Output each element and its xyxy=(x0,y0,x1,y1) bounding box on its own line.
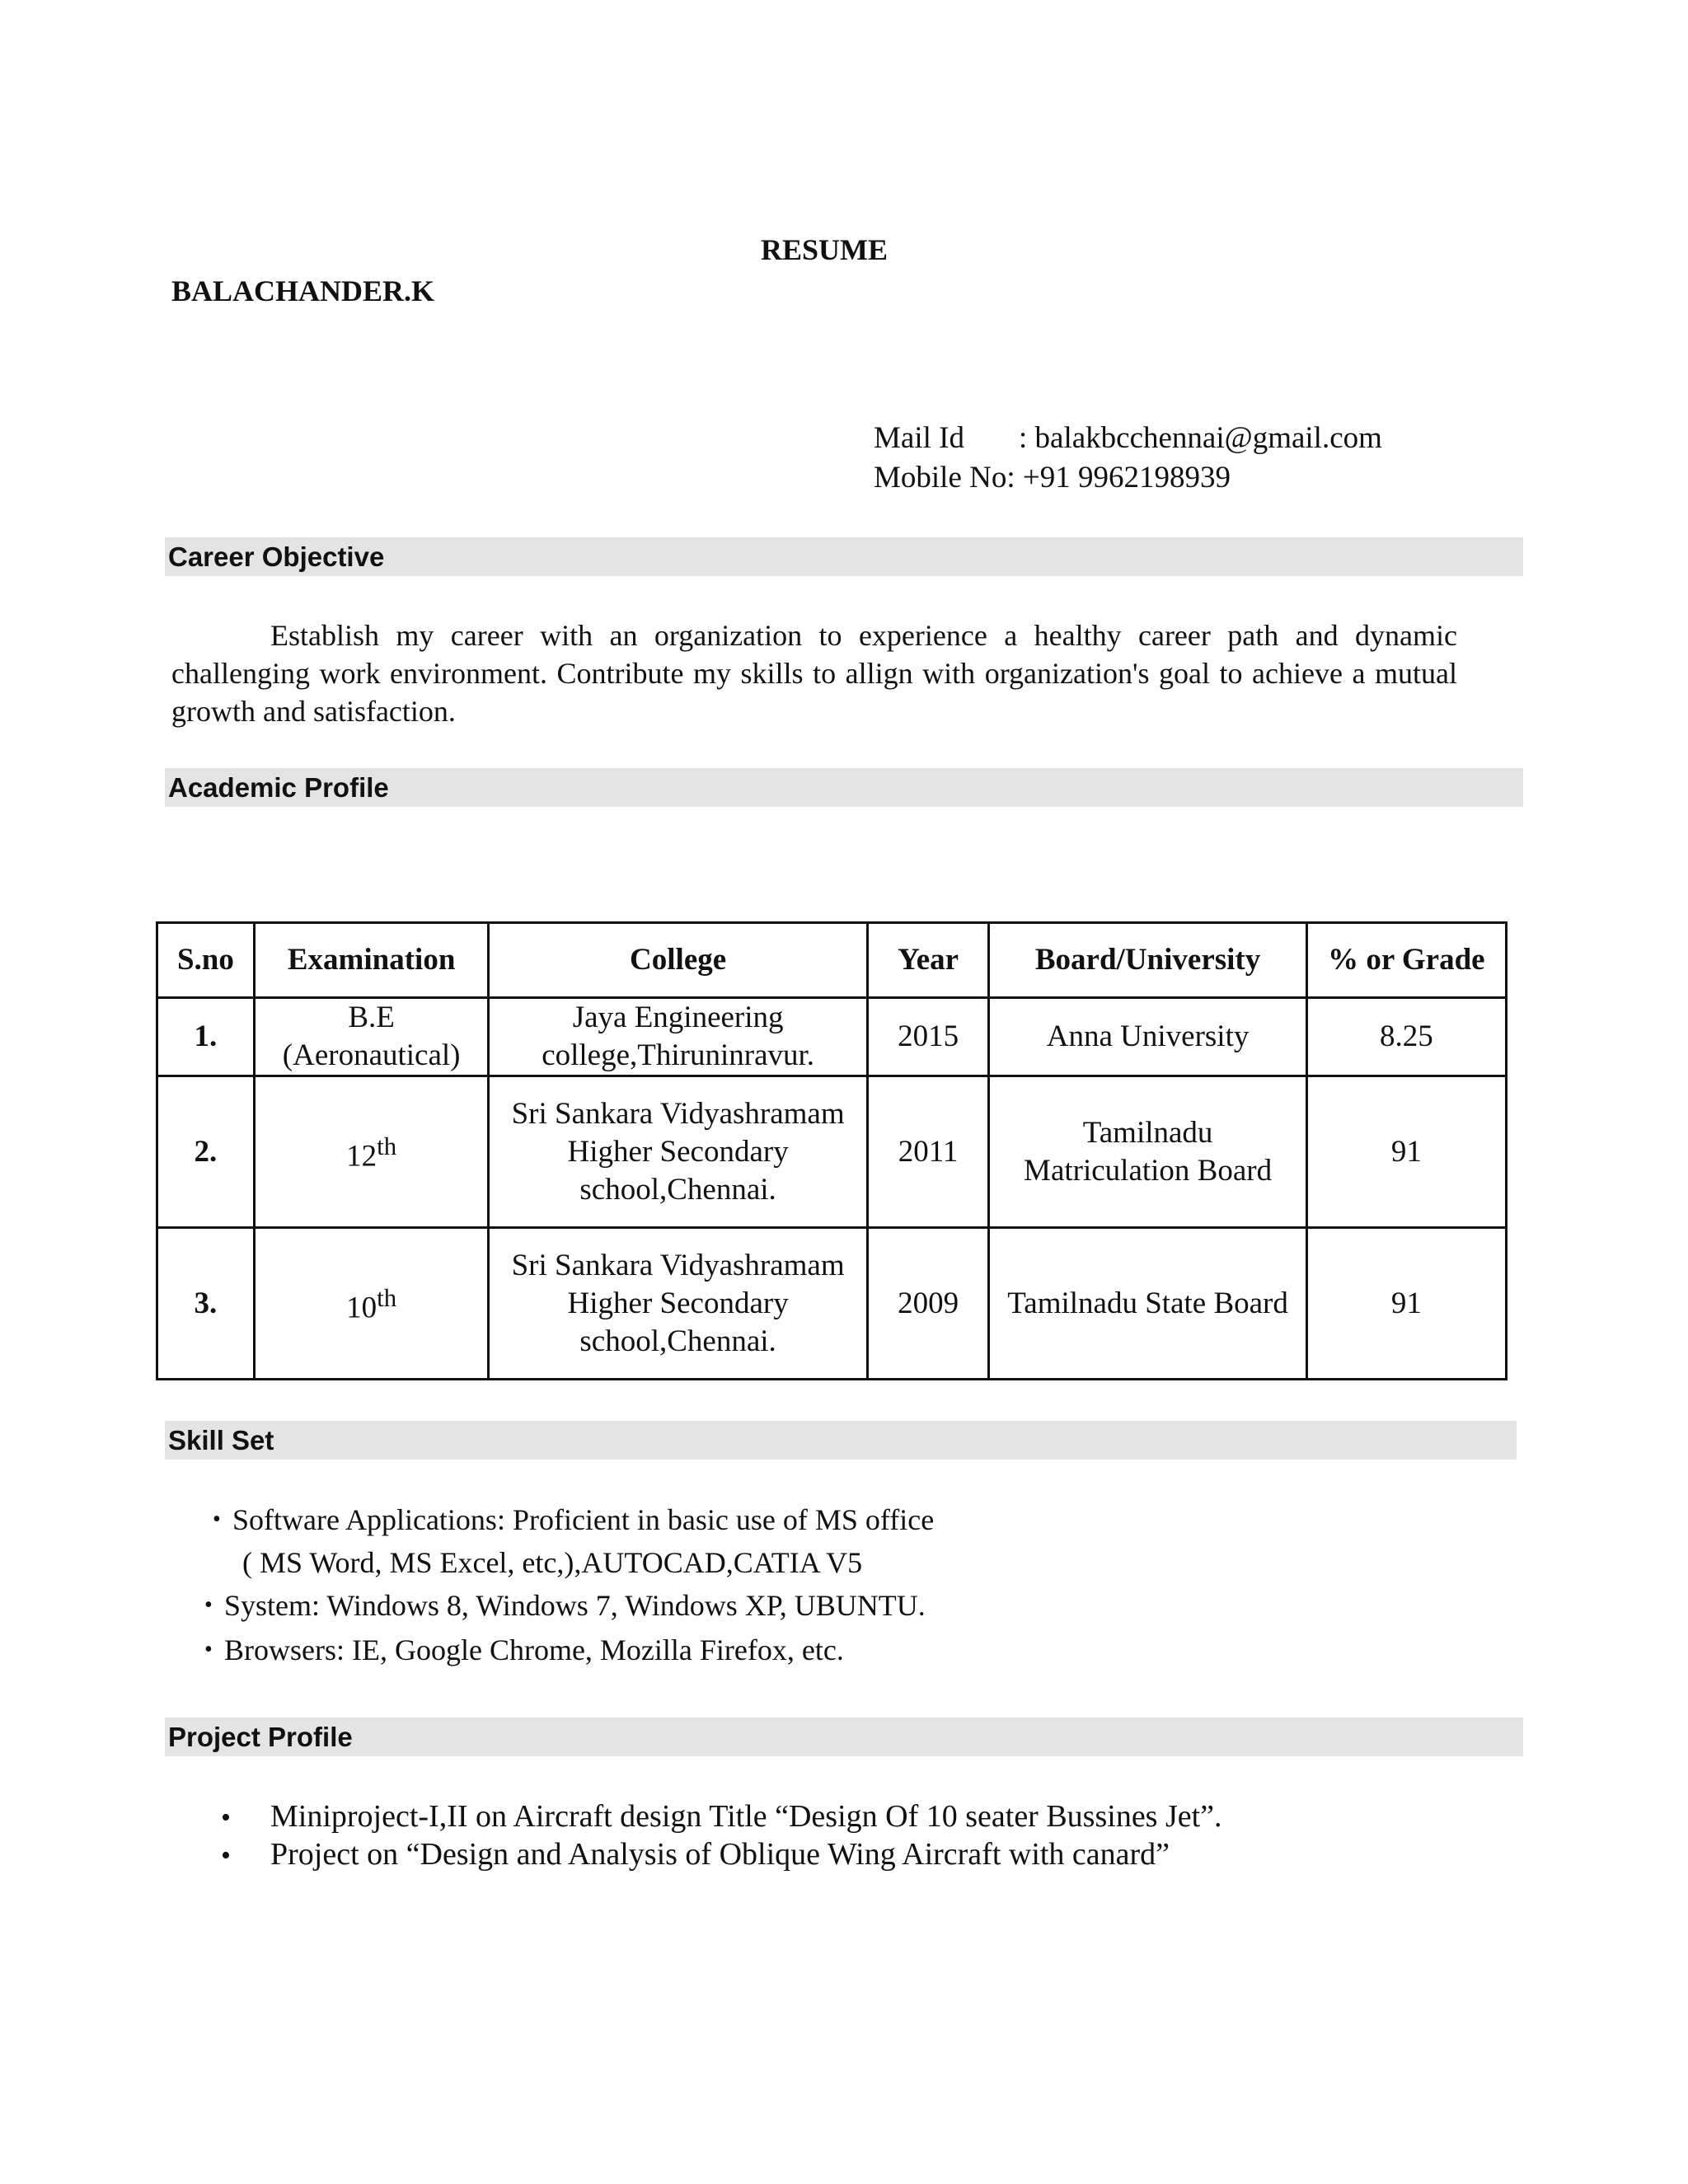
candidate-name: BALACHANDER.K xyxy=(171,274,435,307)
header-college: College xyxy=(489,923,867,998)
list-item: System: Windows 8, Windows 7, Windows XP, UBUNTU. xyxy=(224,1589,926,1622)
mail-value: : balakbcchennai@gmail.com xyxy=(1019,421,1382,455)
cell-board: Anna University xyxy=(989,998,1306,1076)
career-objective-text: Establish my career with an organization to experience a healthy career path and dynamic challenging work environment. Contribute my skills to allign with organization's goal to achieve a mutual growth and satisfaction. xyxy=(171,619,1457,728)
mobile-label: Mobile No: xyxy=(874,461,1015,494)
bullet-icon: • xyxy=(221,1840,231,1871)
cell-sno: 2. xyxy=(157,1076,255,1228)
cell-college: Jaya Engineering college,Thiruninravur. xyxy=(489,998,867,1076)
cell-year: 2011 xyxy=(867,1076,989,1228)
header-grade: % or Grade xyxy=(1306,923,1506,998)
mobile-value: +91 9962198939 xyxy=(1022,461,1231,494)
exam-suffix: th xyxy=(377,1132,397,1161)
exam-number: 12 xyxy=(346,1139,377,1174)
mail-row xyxy=(874,419,1382,458)
bullet-icon: • xyxy=(204,1592,213,1618)
mobile-row xyxy=(874,458,1382,498)
list-item: Browsers: IE, Google Chrome, Mozilla Firefox, etc. xyxy=(224,1633,844,1666)
header-sno: S.no xyxy=(157,923,255,998)
cell-year: 2009 xyxy=(867,1228,989,1380)
cell-college: Sri Sankara Vidyashramam Higher Secondary school,Chennai. xyxy=(489,1076,867,1228)
bullet-icon: • xyxy=(204,1637,213,1662)
section-career-objective: Career Objective xyxy=(165,537,1523,576)
cell-sno: 3. xyxy=(157,1228,255,1380)
list-item: Software Applications: Proficient in basic use of MS office xyxy=(232,1503,935,1536)
table-row xyxy=(157,1076,1507,1228)
cell-grade: 8.25 xyxy=(1306,998,1506,1076)
cell-examination: B.E (Aeronautical) xyxy=(254,998,489,1076)
header-examination: Examination xyxy=(254,923,489,998)
cell-grade: 91 xyxy=(1306,1228,1506,1380)
resume-title: RESUME xyxy=(760,233,889,266)
section-skill-set: Skill Set xyxy=(165,1421,1517,1460)
cell-board: Tamilnadu Matriculation Board xyxy=(989,1076,1306,1228)
cell-college: Sri Sankara Vidyashramam Higher Secondary school,Chennai. xyxy=(489,1228,867,1380)
cell-year: 2015 xyxy=(867,998,989,1076)
table-header-row xyxy=(157,923,1507,998)
table-row xyxy=(157,998,1507,1076)
list-item: Miniproject-I,II on Aircraft design Title “Design Of 10 seater Bussines Jet”. xyxy=(270,1799,1222,1834)
header-year: Year xyxy=(867,923,989,998)
table-row xyxy=(157,1228,1507,1380)
contact-block xyxy=(874,419,1382,498)
bullet-icon: • xyxy=(213,1507,221,1532)
section-project-profile: Project Profile xyxy=(165,1718,1523,1756)
list-item: Project on “Design and Analysis of Oblique Wing Aircraft with canard” xyxy=(270,1837,1170,1872)
exam-suffix: th xyxy=(377,1284,397,1313)
academic-table xyxy=(156,921,1507,1380)
cell-examination xyxy=(254,1228,489,1380)
cell-grade: 91 xyxy=(1306,1076,1506,1228)
list-item: ( MS Word, MS Excel, etc,),AUTOCAD,CATIA V5 xyxy=(242,1546,863,1579)
header-board: Board/University xyxy=(989,923,1306,998)
bullet-icon: • xyxy=(221,1802,231,1833)
exam-number: 10 xyxy=(346,1291,377,1325)
section-academic-profile: Academic Profile xyxy=(165,768,1523,807)
cell-sno: 1. xyxy=(157,998,255,1076)
cell-examination xyxy=(254,1076,489,1228)
mail-label: Mail Id xyxy=(874,421,964,455)
cell-board: Tamilnadu State Board xyxy=(989,1228,1306,1380)
